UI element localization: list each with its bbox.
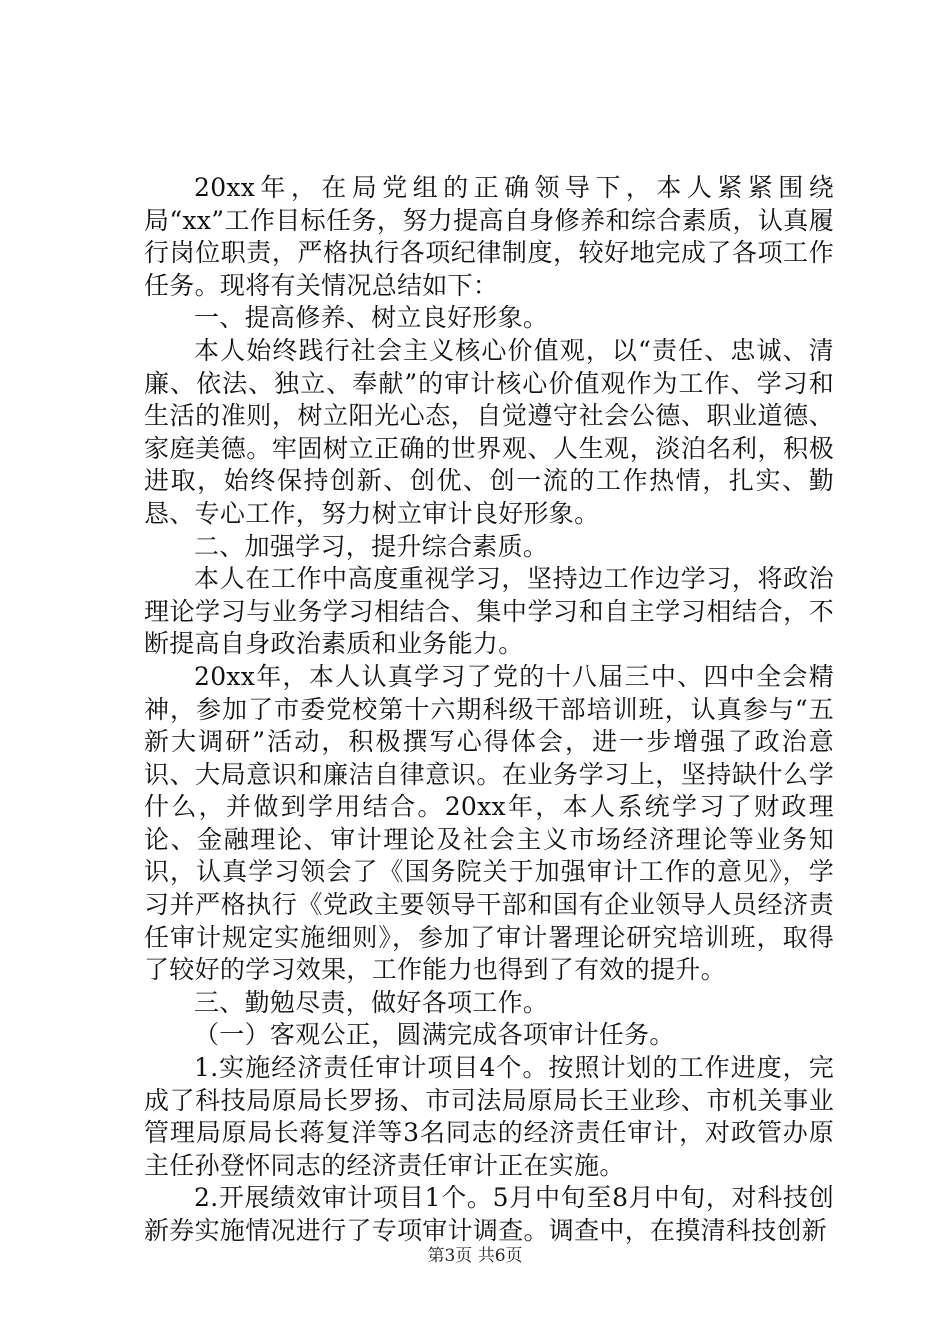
paragraph-section-2a: 本人在工作中高度重视学习，坚持边工作边学习，将政治理论学习与业务学习相结合、集中学习和自主学习相结合，不断提高自身政治素质和业务能力。 [144, 564, 834, 659]
page-footer: 第3页 共6页 [427, 1246, 523, 1266]
paragraph-section-2b: 20xx年，本人认真学习了党的十八届三中、四中全会精神，参加了市委党校第十六期科级干部培训班，认真参与“五新大调研”活动，积极撰写心得体会，进一步增强了政治意识、大局意识和廉洁自律意识。在业务学习上，坚持缺什么学什么，并做到学用结合。20xx年，本人系统学习了财政理论、金融理论、审计理论及社会主义市场经济理论等业务知识，认真学习领会了《国务院关于加强审计工作的意见》，学习并严格执行《党政主要领导干部和国有企业领导人员经济责任审计规定实施细则》，参加了审计署理论研究培训班，取得了较好的学习效果，工作能力也得到了有效的提升。 [144, 661, 834, 985]
paragraph-intro: 20xx年，在局党组的正确领导下，本人紧紧围绕局“xx”工作目标任务，努力提高自身修养和综合素质，认真履行岗位职责，严格执行各项纪律制度，较好地完成了各项工作任务。现将有关情况总结如下： [144, 173, 834, 300]
subheading-section-3-1: （一）客观公正，圆满完成各项审计任务。 [194, 1020, 675, 1050]
paragraph-section-1: 本人始终践行社会主义核心价值观，以“责任、忠诚、清廉、依法、独立、奉献”的审计核心价值观作为工作、学习和生活的准则，树立阳光心态，自觉遵守社会公德、职业道德、家庭美德。牢固树立正确的世界观、人生观，淡泊名利，积极进取，始终保持创新、创优、创一流的工作热情，扎实、勤恳、专心工作，努力树立审计良好形象。 [144, 335, 834, 528]
document-body [144, 172, 834, 1248]
heading-section-2: 二、加强学习，提升综合素质。 [194, 531, 549, 561]
list-item-2: 2.开展绩效审计项目1个。5月中旬至8月中旬，对科技创新券实施情况进行了专项审计调查。调查中，在摸清科技创新 [144, 1183, 834, 1245]
heading-section-1: 一、提高修养、树立良好形象。 [194, 303, 549, 333]
list-item-1: 1.实施经济责任审计项目4个。按照计划的工作进度，完成了科技局原局长罗扬、市司法局原局长王业珍、市机关事业管理局原局长蒋复洋等3名同志的经济责任审计，对政管办原主任孙登怀同志的经济责任审计正在实施。 [144, 1053, 834, 1180]
heading-section-3: 三、勤勉尽责，做好各项工作。 [194, 987, 549, 1017]
